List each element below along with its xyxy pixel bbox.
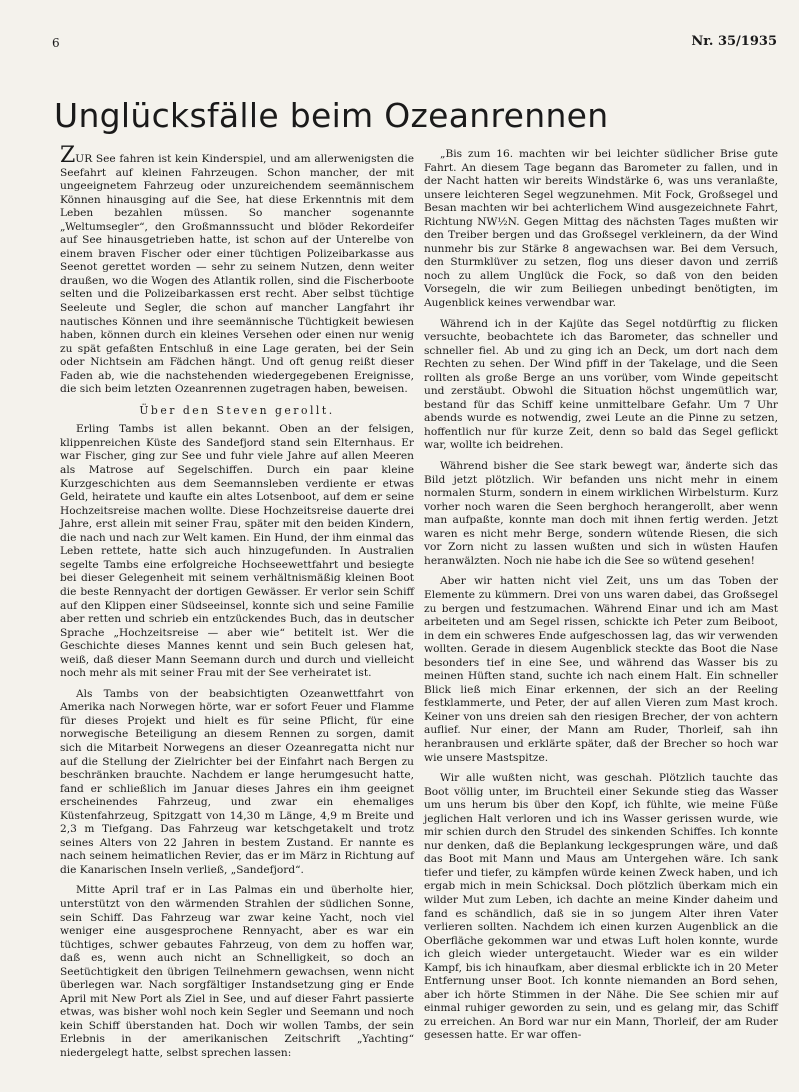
page-number: 6 — [52, 36, 60, 50]
intro-paragraph — [60, 143, 414, 397]
section-subheading: Über den Steven gerollt. — [139, 403, 335, 417]
issue-number: Nr. 35/1935 — [691, 34, 777, 49]
paragraph: Wir alle wußten nicht, was geschah. Plötzlich tauchte das Boot völlig unter, im Bruchteil einer Sekunde stieg das Wasser um uns herum bis über den Kopf, ich fühlte, wie meine Füße jeglichen Halt verloren und ich ins Wasser gerissen wurde, wie mir schien durch den Strudel des sinkenden Schiffes. Ich konnte nur denken, daß die Beplankung leckgesprungen wäre, und daß das Boot mit Mann und Maus am Untergehen wäre. Ich sank tiefer und tiefer, zu kämpfen würde keinen Zweck haben, und ich ergab mich in mein Schicksal. Doch plötzlich überkam mich ein wilder Mut zum Leben, ich dachte an meine Kinder daheim und fand es schändlich, daß sie in so jungem Alter ihren Vater verlieren sollten. Nachdem ich einen kurzen Augenblick an die Oberfläche gekommen war und etwas Luft holen konnte, wurde ich gleich wieder untergetaucht. Wieder war es ein wilder Kampf, bis ich hinaufkam, aber diesmal erblickte ich in 20 Meter Entfernung unser Boot. Ich konnte niemanden an Bord sehen, aber ich hörte Stimmen in der Nähe. Die See schien mir auf einmal ruhiger geworden zu sein, und es gelang mir, das Schiff zu erreichen. An Bord war nur ein Mann, Thorleif, der am Ruder gesessen hatte. Er war offen- — [424, 772, 778, 1042]
article-title: Unglücksfälle beim Ozeanrennen — [54, 96, 609, 135]
right-column — [424, 148, 778, 1050]
left-column — [60, 143, 414, 1068]
paragraph: Aber wir hatten nicht viel Zeit, uns um das Toben der Elemente zu kümmern. Drei von uns waren dabei, das Großsegel zu bergen und festzumachen. Während Einar und ich am Mast arbeiteten und am Segel rissen, schickte ich Peter zum Beiboot, in dem ein schweres Ende aufgeschossen lag, das wir verwenden wollten. Gerade in diesem Augenblick steckte das Boot die Nase besonders tief in eine See, und während das Wasser bis zu meinen Hüften stand, suchte ich nach einem Halt. Ein schneller Blick ließ mich Einar erkennen, der sich an der Reeling festklammerte, und Peter, der auf allen Vieren zum Mast kroch. Keiner von uns dreien sah den riesigen Brecher, der von achtern auflief. Nur einer, der Mann am Ruder, Thorleif, sah ihn heranbrausen und erklärte später, daß der Brecher so hoch war wie unsere Mastspitze. — [424, 575, 778, 764]
paragraph: Erling Tambs ist allen bekannt. Oben an der felsigen, klippenreichen Küste des Sandefjord stand sein Elternhaus. Er war Fischer, ging zur See und fuhr viele Jahre auf allen Meeren als Matrose auf Segelschiffen. Durch ein paar kleine Kurzgeschichten aus dem Seemannsleben verdiente er etwas Geld, heiratete und kaufte ein altes Lotsenboot, auf dem er seine Hochzeitsreise machen wollte. Diese Hochzeitsreise dauerte drei Jahre, erst allein mit seiner Frau, später mit den beiden Kindern, die nach und nach zur Welt kamen. Ein Hund, der ihm einmal das Leben rettete, hatte sich auch hinzugefunden. In Australien segelte Tambs eine erfolgreiche Hochseewettfahrt und besiegte bei dieser Gelegenheit mit seinem verhältnismäßig kleinen Boot die beste Rennyacht der dortigen Gewässer. Er verlor sein Schiff auf den Klippen einer Südseeinsel, konnte sich und seine Familie aber retten und schrieb ein entzückendes Buch, das in deutscher Sprache „Hochzeitsreise — aber wie“ betitelt ist. Wer die Geschichte dieses Mannes kennt und sein Buch gelesen hat, weiß, daß dieser Mann Seemann durch und durch und vielleicht noch mehr als mit seiner Frau mit der See verheiratet ist. — [60, 423, 414, 680]
paragraph: Während bisher die See stark bewegt war, änderte sich das Bild jetzt plötzlich. Wir befanden uns nicht mehr in einem normalen Sturm, sondern in einem wirklichen Wirbelsturm. Kurz vorher noch waren die Seen berghoch herangerollt, aber wenn man aufpaßte, konnte man doch mit ihnen fertig werden. Jetzt waren es nicht mehr Berge, sondern wütende Riesen, die sich vor Zorn nicht zu lassen wußten und sich in wüsten Haufen heranwälzten. Noch nie habe ich die See so wütend gesehen! — [424, 460, 778, 567]
paragraph: Als Tambs von der beabsichtigten Ozeanwettfahrt von Amerika nach Norwegen hörte, war er sofort Feuer und Flamme für dieses Projekt und hielt es für seine Pflicht, für eine norwegische Beteiligung an diesem Rennen zu sorgen, damit sich die Mitarbeit Norwegens an dieser Ozeanregatta nicht nur auf die Stellung der Zielrichter bei der Einfahrt nach Bergen zu beschränken brauchte. Nachdem er lange herumgesucht hatte, fand er schließlich im Januar dieses Jahres ein ihm geeignet erscheinendes Fahrzeug, und zwar ein ehemaliges Küstenfahrzeug, Spitzgatt von 14,30 m Länge, 4,9 m Breite und 2,3 m Tiefgang. Das Fahrzeug war ketschgetakelt und trotz seines Alters von 22 Jahren in bestem Zustand. Er nannte es nach seinem heimatlichen Revier, das er im März in Richtung auf die Kanarischen Inseln verließ, „Sandefjord“. — [60, 687, 414, 876]
paragraph: Mitte April traf er in Las Palmas ein und überholte hier, unterstützt von den wärmenden Strahlen der südlichen Sonne, sein Schiff. Das Fahrzeug war zwar keine Yacht, noch viel weniger eine ausgesprochene Rennyacht, aber es war ein tüchtiges, schwer gebautes Fahrzeug, von dem zu hoffen war, daß es, wenn auch nicht an Schnelligkeit, so doch an Seetüchtigkeit den übrigen Teilnehmern gewachsen, wenn nicht überlegen war. Nach sorgfältiger Instandsetzung ging er Ende April mit New Port als Ziel in See, und auf dieser Fahrt passierte etwas, was bisher wohl noch kein Segler und Seemann und noch kein Schiff überstanden hat. Doch wir wollen Tambs, der sein Erlebnis in der amerikanischen Zeitschrift „Yachting“ niedergelegt hatte, selbst sprechen lassen: — [60, 884, 414, 1059]
paragraph: „Bis zum 16. machten wir bei leichter südlicher Brise gute Fahrt. An diesem Tage begann das Barometer zu fallen, und in der Nacht hatten wir bereits Windstärke 6, was uns veranlaßte, unsere leichteren Segel wegzunehmen. Mit Fock, Großsegel und Besan machten wir bei achterlichem Wind ausgezeichnete Fahrt, Richtung NW½N. Gegen Mittag des nächsten Tages mußten wir den Treiber bergen und das Großsegel verkleinern, da der Wind nunmehr bis zur Stärke 8 angewachsen war. Bei dem Versuch, den Sturmklüver zu setzen, flog uns dieser davon und zerriß noch zu allem Unglück die Fock, so daß von den beiden Vorsegeln, die wir zum Beiliegen unbedingt benötigten, im Augenblick keines verwendbar war. — [424, 148, 778, 310]
intro-text: UR See fahren ist kein Kinderspiel, und am allerwenigsten die Seefahrt auf kleinen Fahrzeugen. Schon mancher, der mit ungeeignetem Fahrzeug oder unzureichendem seemännischem Können hinausging auf die See, hat diese Erkenntnis mit dem Leben bezahlen müssen. So mancher sogenannte „Weltumsegler“, den Großmannssucht und blöder Rekordeifer auf See hinausgetrieben hatte, ist schon auf der Unterelbe von einem braven Fischer oder einer tüchtigen Polizeibarkasse aus Seenot gerettet worden — sehr zu seinem Nutzen, denn weiter draußen, wo die Wogen des Atlantik rollen, sind die Fischerboote selten und die Polizeibarkassen erst recht. Aber selbst tüchtige Seeleute und Segler, die schon auf mancher Langfahrt ihr nautisches Können und ihre seemännische Tüchtigkeit bewiesen haben, können durch ein kleines Versehen oder einen nur wenig zu spät gefaßten Entschluß in eine Lage geraten, bei der Sein oder Nichtsein am Fädchen hängt. Und oft genug reißt dieser Faden ab, wie die nachstehenden wiedergegebenen Ereignisse, die sich beim letzten Ozeanrennen zugetragen haben, beweisen. — [60, 153, 414, 396]
paragraph: Während ich in der Kajüte das Segel notdürftig zu flicken versuchte, beobachtete ich das Barometer, das schneller und schneller fiel. Ab und zu ging ich an Deck, um dort nach dem Rechten zu sehen. Der Wind pfiff in der Takelage, und die Seen rollten als große Berge an uns vorüber, vom Winde gepeitscht und zerstäubt. Obwohl die Situation höchst ungemütlich war, bestand für das Schiff keine unmittelbare Gefahr. Um 7 Uhr abends wurde es notwendig, zwei Leute an die Pinne zu setzen, hoffentlich nur für kurze Zeit, denn so bald das Segel geflickt war, wollte ich beidrehen. — [424, 317, 778, 452]
drop-cap: Z — [60, 143, 76, 168]
